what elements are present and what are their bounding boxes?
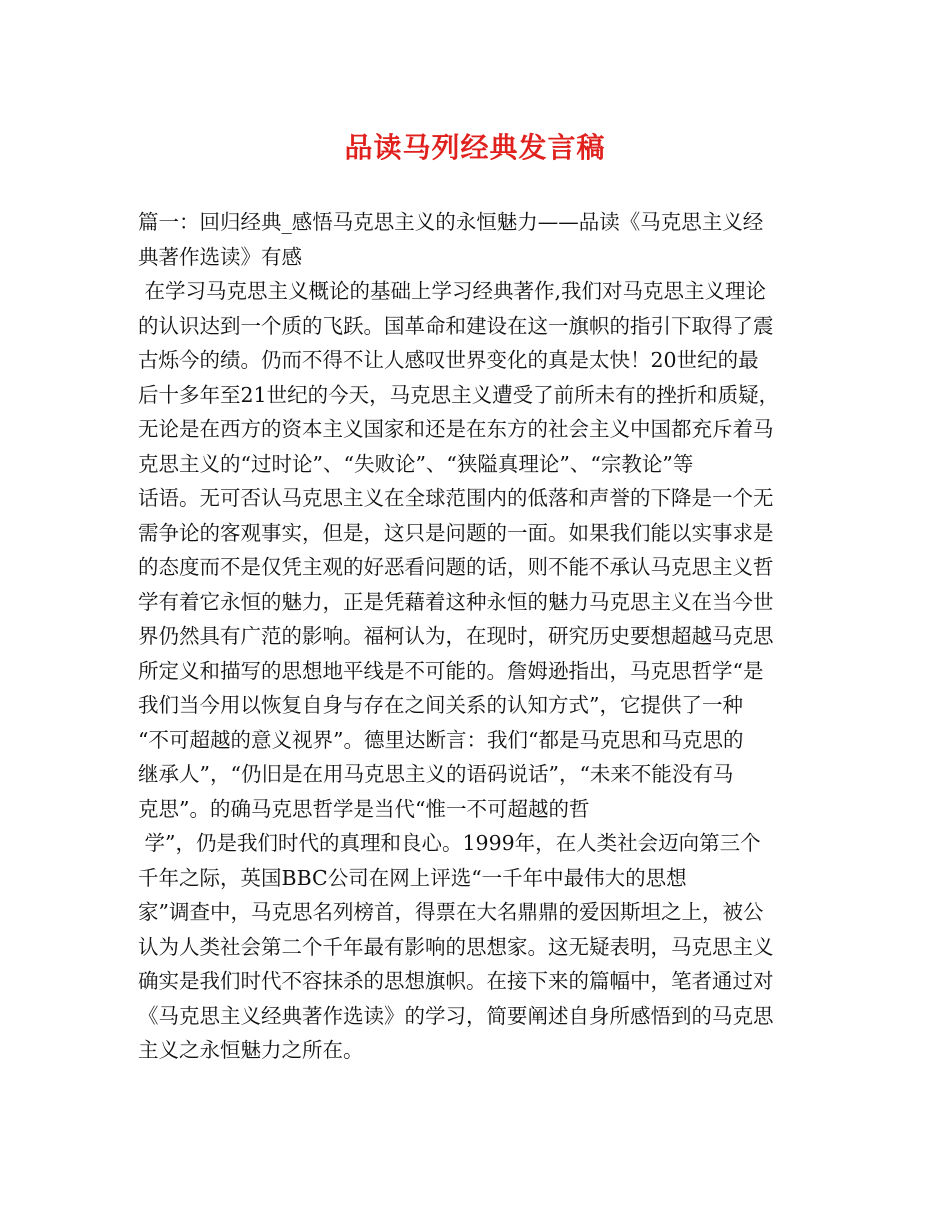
body-line-20: 千年之际，英国BBC公司在网上评选“一千年中最伟大的思想 xyxy=(138,865,687,890)
body-line-1: 篇一：回归经典_感悟马克思主义的永恒魅力——品读《马克思主义经 xyxy=(138,210,764,234)
body-line-6: 后十多年至21世纪的今天，马克思主义遭受了前所未有的挫折和质疑， xyxy=(138,382,780,407)
body-line-12: 学有着它永恒的魅力，正是凭藉着这种永恒的魅力马克思主义在当今世 xyxy=(138,589,774,614)
body-line-3: 在学习马克思主义概论的基础上学习经典著作,我们对马克思主义理论 xyxy=(138,279,767,303)
body-line-8: 克思主义的“过时论”、“失败论”、“狭隘真理论”、“宗教论”等 xyxy=(138,451,694,476)
body-line-2: 典著作选读》有感 xyxy=(138,244,302,269)
body-line-21: 家”调查中，马克思名列榜首，得票在大名鼎鼎的爱因斯坦之上，被公 xyxy=(138,900,764,924)
body-line-25: 主义之永恒魅力之所在。 xyxy=(138,1038,364,1062)
body-line-24: 《马克思主义经典著作选读》的学习，简要阐述自身所感悟到的马克思 xyxy=(138,1003,774,1028)
body-line-13: 界仍然具有广范的影响。福柯认为，在现时，研究历史要想超越马克思 xyxy=(138,624,774,648)
body-line-4: 的认识达到一个质的飞跃。国革命和建设在这一旗帜的指引下取得了震 xyxy=(138,313,774,338)
body-line-23: 确实是我们时代不容抹杀的思想旗帜。在接下来的篇幅中，笔者通过对 xyxy=(138,969,774,993)
body-line-14: 所定义和描写的思想地平线是不可能的。詹姆逊指出，马克思哲学“是 xyxy=(138,658,764,683)
body-line-9: 话语。无可否认马克思主义在全球范围内的低落和声誉的下降是一个无 xyxy=(138,486,774,510)
document-body xyxy=(138,205,818,1068)
body-line-11: 的态度而不是仅凭主观的好恶看问题的话，则不能不承认马克思主义哲 xyxy=(138,555,774,579)
body-line-18: 克思”。的确马克思哲学是当代“惟一不可超越的哲 xyxy=(138,796,590,821)
body-line-10: 需争论的客观事实，但是，这只是问题的一面。如果我们能以实事求是 xyxy=(138,520,774,545)
body-line-22: 认为人类社会第二个千年最有影响的思想家。这无疑表明，马克思主义 xyxy=(138,934,774,959)
body-line-15: 我们当今用以恢复自身与存在之间关系的认知方式”，它提供了一种 xyxy=(138,693,743,717)
body-line-17: 继承人”，“仍旧是在用马克思主义的语码说话”，“未来不能没有马 xyxy=(138,762,734,786)
document-title: 品读马列经典发言稿 xyxy=(344,131,606,164)
body-line-16: “不可超越的意义视界”。德里达断言：我们“都是马克思和马克思的 xyxy=(138,727,744,752)
body-line-19: 学”，仍是我们时代的真理和良心。1999年，在人类社会迈向第三个 xyxy=(138,831,761,855)
body-line-5: 古烁今的绩。仍而不得不让人感叹世界变化的真是太快！20世纪的最 xyxy=(138,348,759,372)
body-line-7: 无论是在西方的资本主义国家和还是在东方的社会主义中国都充斥着马 xyxy=(138,417,774,441)
